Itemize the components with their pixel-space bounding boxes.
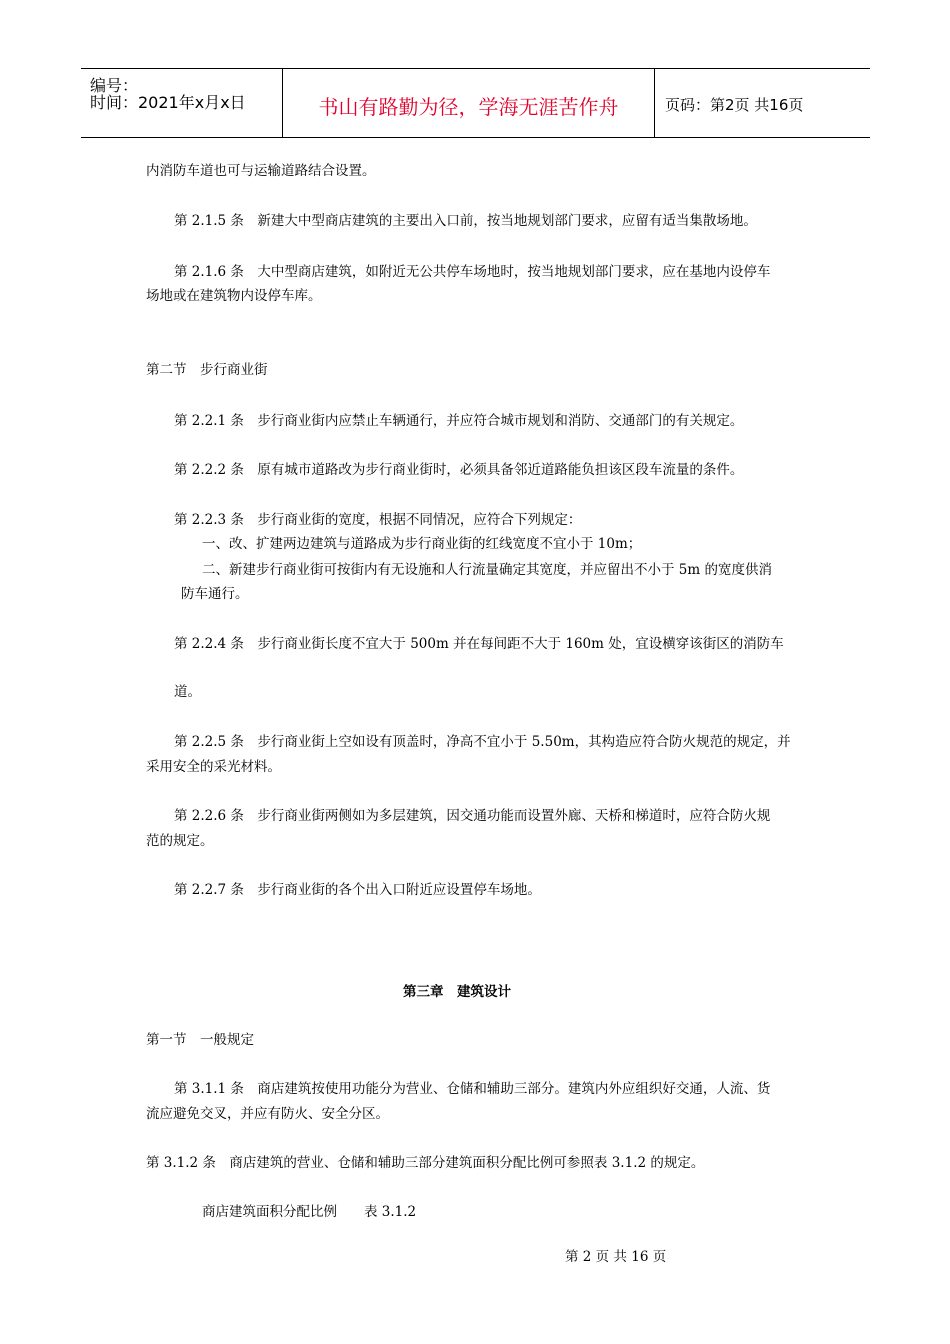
clause-2-2-6: 第 2.2.6 条 步行商业街两侧如为多层建筑，因交通功能而设置外廊、天桥和梯道时，应符合防火规 [174,808,771,824]
header-page-cell [655,69,870,137]
clause-3-1-1: 第 3.1.1 条 商店建筑按使用功能分为营业、仓储和辅助三部分。建筑内外应组织好交通，人流、货 [174,1081,771,1097]
body-line: 范的规定。 [146,833,214,849]
chapter-title: 第三章 建筑设计 [403,984,511,1000]
body-line: 道。 [174,684,201,700]
page-header [81,68,870,138]
clause-3-1-2: 第 3.1.2 条 商店建筑的营业、仓储和辅助三部分建筑面积分配比例可参照表 3.1.2 的规定。 [146,1155,705,1171]
header-meta-cell [81,69,283,137]
list-item: 一、改、扩建两边建筑与道路成为步行商业街的红线宽度不宜小于 10m； [202,536,642,552]
clause-2-1-6: 第 2.1.6 条 大中型商店建筑，如附近无公共停车场地时，按当地规划部门要求，应在基地内设停车 [174,264,771,280]
page-info: 页码：第2页 共16页 [665,96,804,114]
clause-2-2-1: 第 2.2.1 条 步行商业街内应禁止车辆通行，并应符合城市规划和消防、交通部门的有关规定。 [174,413,744,429]
clause-2-1-5: 第 2.1.5 条 新建大中型商店建筑的主要出入口前，按当地规划部门要求，应留有适当集散场地。 [174,213,757,229]
page-footer: 第 2 页 共 16 页 [565,1249,667,1265]
time-label: 时间：2021年x月x日 [90,93,246,112]
section-heading: 第一节 一般规定 [146,1032,254,1048]
clause-2-2-5: 第 2.2.5 条 步行商业街上空如设有顶盖时，净高不宜小于 5.50m，其构造应符合防火规范的规定，并 [174,734,791,750]
body-line: 场地或在建筑物内设停车库。 [146,288,322,304]
body-line: 内消防车道也可与运输道路结合设置。 [146,163,376,179]
body-line: 流应避免交叉，并应有防火、安全分区。 [146,1106,389,1122]
table-caption: 商店建筑面积分配比例 表 3.1.2 [202,1204,417,1220]
clause-2-2-4: 第 2.2.4 条 步行商业街长度不宜大于 500m 并在每间距不大于 160m 处，宜设横穿该街区的消防车 [174,636,784,652]
section-heading: 第二节 步行商业街 [146,362,268,378]
motto: 书山有路勤为径，学海无涯苦作舟 [318,95,619,119]
body-line: 防车通行。 [181,586,249,602]
clause-2-2-7: 第 2.2.7 条 步行商业街的各个出入口附近应设置停车场地。 [174,882,541,898]
body-line: 采用安全的采光材料。 [146,759,281,775]
clause-2-2-3: 第 2.2.3 条 步行商业街的宽度，根据不同情况，应符合下列规定： [174,512,582,528]
serial-label: 编号： [90,76,139,95]
clause-2-2-2: 第 2.2.2 条 原有城市道路改为步行商业街时，必须具备邻近道路能负担该区段车流量的条件。 [174,462,744,478]
header-motto-cell [283,69,655,137]
list-item: 二、新建步行商业街可按街内有无设施和人行流量确定其宽度，并应留出不小于 5m 的宽度供消 [202,562,772,578]
